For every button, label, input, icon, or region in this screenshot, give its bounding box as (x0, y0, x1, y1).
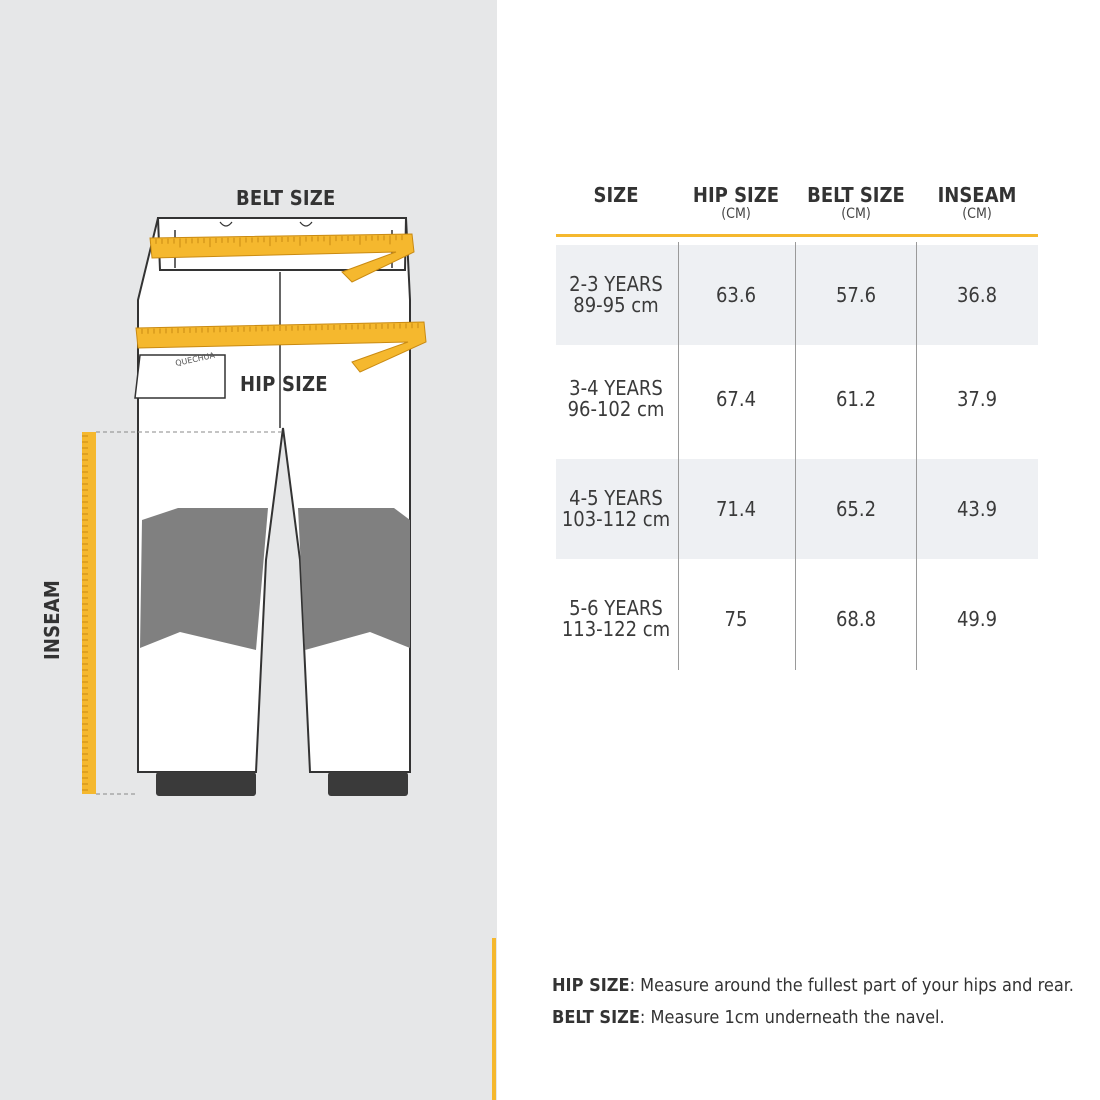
knee-patch-left (140, 508, 268, 650)
belt-cell: 68.8 (835, 606, 877, 631)
knee-patch-right (298, 508, 410, 650)
header-size: SIZE (593, 183, 639, 207)
cuff-left (156, 772, 256, 796)
inseam-cell: 37.9 (956, 386, 998, 411)
inseam-cell: 43.9 (956, 496, 998, 521)
belt-cell: 57.6 (835, 282, 877, 307)
brand-tag: QUECHUA (174, 350, 216, 368)
belt-size-label: BELT SIZE (236, 186, 336, 210)
column-divider (678, 242, 679, 670)
header-belt-size: BELT SIZE (CM) (807, 183, 905, 222)
pants-illustration (0, 0, 497, 1100)
header-rule (556, 234, 1038, 237)
hip-cell: 75 (724, 606, 748, 631)
table-row (556, 459, 1038, 559)
table-row (556, 569, 1038, 669)
inseam-cell: 36.8 (956, 282, 998, 307)
size-cell: 5-6 YEARS 113-122 cm (561, 596, 671, 641)
belt-note: BELT SIZE: Measure 1cm underneath the navel. (552, 1007, 945, 1028)
hip-note: HIP SIZE: Measure around the fullest part of your hips and rear. (552, 975, 1074, 996)
hip-cell: 67.4 (715, 386, 757, 411)
belt-cell: 65.2 (835, 496, 877, 521)
belt-cell: 61.2 (835, 386, 877, 411)
inseam-label: INSEAM (40, 579, 64, 660)
column-divider (916, 242, 917, 670)
table-row (556, 245, 1038, 345)
header-inseam: INSEAM (CM) (937, 183, 1017, 222)
hip-cell: 71.4 (715, 496, 757, 521)
column-divider (795, 242, 796, 670)
measurement-notes (552, 970, 1074, 1034)
hip-size-label: HIP SIZE (240, 372, 328, 396)
cuff-right (328, 772, 408, 796)
size-cell: 2-3 YEARS 89-95 cm (569, 272, 663, 317)
pants-outline (138, 218, 410, 772)
hip-cell: 63.6 (715, 282, 757, 307)
size-cell: 4-5 YEARS 103-112 cm (561, 486, 671, 531)
size-cell: 3-4 YEARS 96-102 cm (567, 376, 665, 421)
accent-bar (492, 938, 496, 1100)
table-row (556, 349, 1038, 449)
header-hip-size: HIP SIZE (CM) (692, 183, 780, 222)
inseam-cell: 49.9 (956, 606, 998, 631)
